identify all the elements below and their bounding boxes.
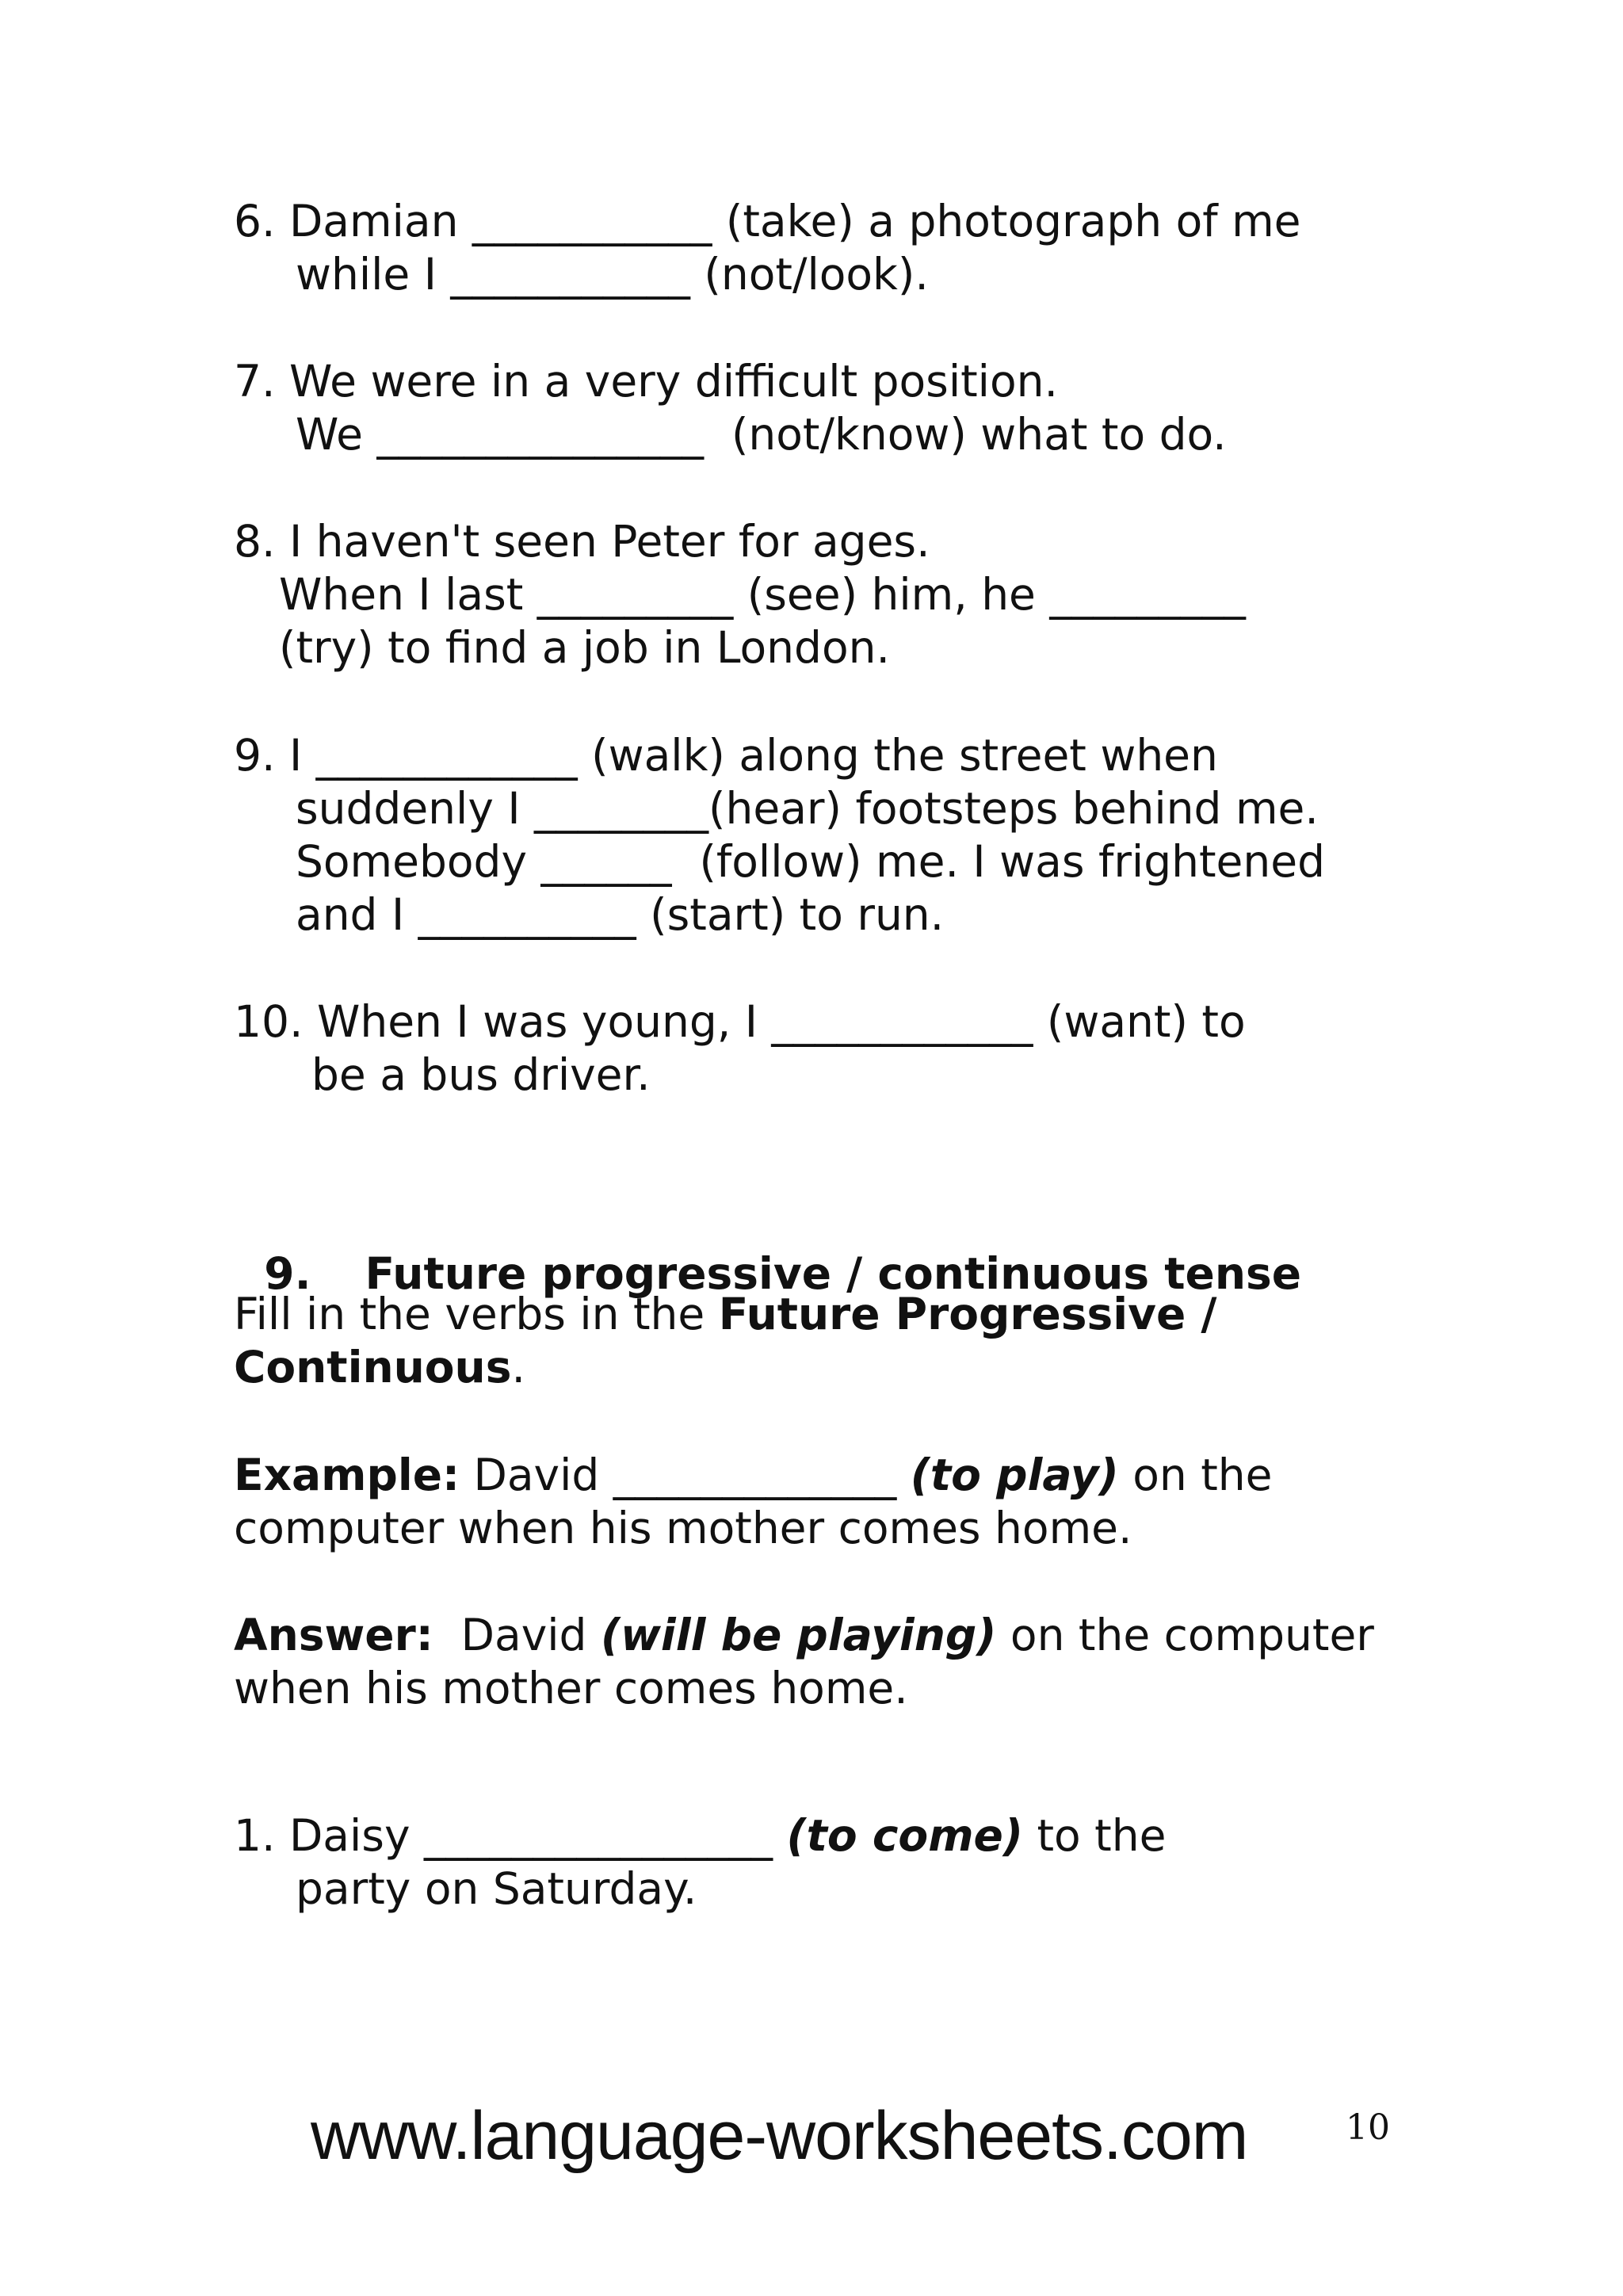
- q9-line1: 9. I ____________ (walk) along the street when: [234, 730, 1218, 781]
- q7-line1: 7. We were in a very difficult position.: [234, 356, 1058, 407]
- section-title: Future progressive / continuous tense: [365, 1248, 1302, 1299]
- instruction-tense-2: Continuous: [234, 1342, 512, 1392]
- answer-line1: [234, 1609, 1374, 1661]
- instruction-suffix: .: [511, 1342, 525, 1392]
- example-label: Example:: [234, 1450, 460, 1500]
- answer-text-2: on the computer: [996, 1610, 1374, 1660]
- example-text-1: David _____________: [460, 1450, 911, 1500]
- q6-line1: 6. Damian ___________ (take) a photograph of me: [234, 196, 1301, 246]
- answer-label: Answer:: [234, 1610, 433, 1660]
- instruction-line2: [234, 1341, 525, 1393]
- s9-q1-line2: party on Saturday.: [296, 1863, 697, 1914]
- q10-line1: 10. When I was young, I ____________ (want) to: [234, 996, 1246, 1047]
- s9-q1-text-2: to the: [1022, 1810, 1167, 1861]
- q9-line4: and I __________ (start) to run.: [296, 889, 945, 940]
- instruction-line1: [234, 1288, 1217, 1340]
- q8-line1: 8. I haven't seen Peter for ages.: [234, 516, 930, 567]
- q7-line2: We _______________ (not/know) what to do.: [296, 409, 1227, 460]
- example-verb: (to play): [910, 1450, 1119, 1500]
- example-text-2: on the: [1118, 1450, 1273, 1500]
- page-number: 10: [1346, 2107, 1390, 2148]
- footer-website-url: www.language-worksheets.com: [311, 2098, 1248, 2174]
- q9-line2: suddenly I ________(hear) footsteps behind me.: [296, 783, 1319, 834]
- s9-q1-verb: (to come): [786, 1810, 1023, 1861]
- q10-line2: be a bus driver.: [311, 1049, 651, 1100]
- instruction-prefix: Fill in the verbs in the: [234, 1289, 719, 1339]
- s9-q1-text-1: 1. Daisy ________________: [234, 1810, 787, 1861]
- instruction-tense-1: Future Progressive /: [718, 1289, 1217, 1339]
- q6-line2: while I ___________ (not/look).: [296, 249, 929, 300]
- example-line1: [234, 1449, 1273, 1501]
- q9-line3: Somebody ______ (follow) me. I was frightened: [296, 836, 1325, 887]
- answer-line2: when his mother comes home.: [234, 1663, 908, 1713]
- answer-text-1: David: [433, 1610, 601, 1660]
- section-number: 9.: [264, 1248, 311, 1299]
- example-line2: computer when his mother comes home.: [234, 1503, 1132, 1553]
- s9-q1-line1: [234, 1809, 1166, 1862]
- q8-line2: When I last _________ (see) him, he _________: [279, 569, 1246, 620]
- q8-line3: (try) to find a job in London.: [279, 622, 890, 673]
- section-heading: [234, 1195, 1301, 1300]
- answer-verb: (will be playing): [600, 1610, 997, 1660]
